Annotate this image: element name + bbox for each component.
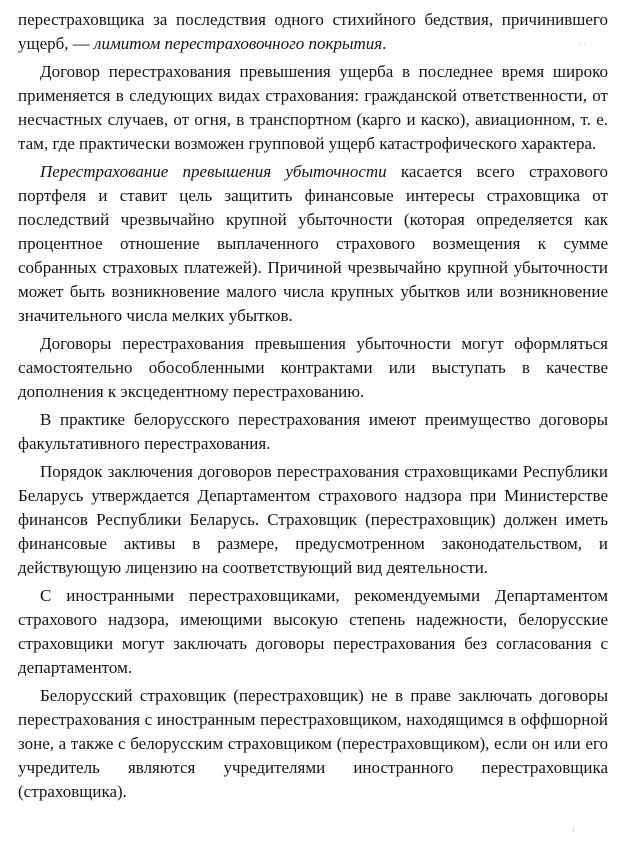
paragraph-4	[18, 332, 608, 404]
text-run: С иностранными перестраховщиками, рекомендуемыми Департаментом страхового надзора, имеющими высокую степень надежности, белорусские страховщики могут заключать договоры перестрахования без согласования с департаментом.	[18, 586, 608, 677]
text-run: Договоры перестрахования превышения убыточности могут оформляться самостоятельно обособленными контрактами или выступать в качестве дополнения к эксцедентному перестрахованию.	[18, 334, 608, 401]
paragraph-8	[18, 684, 608, 804]
text-run: .	[382, 34, 387, 53]
text-run: перестраховщика за последствия одного стихийного бедствия, причинившего ущерб, —	[18, 10, 608, 53]
text-run: Белорусский страховщик (перестраховщик) не в праве заключать договоры перестрахования с иностранным перестраховщиком, находящимся в оффшорной зоне, а также с белорусским страховщиком (перестраховщиком), если он или его учредитель являются учредителями иностранного перестраховщика (страховщика).	[18, 686, 608, 801]
scan-noise-mark: · ·	[578, 40, 587, 50]
text-run: В практике белорусского перестрахования имеют преимущество договоры факультативного перестрахования.	[18, 410, 608, 453]
paragraph-6	[18, 460, 608, 580]
paragraph-7	[18, 584, 608, 680]
scan-noise-mark: ⁝	[572, 826, 575, 836]
paragraph-2	[18, 60, 608, 156]
text-run: касается всего страхового портфеля и ставит цель защитить финансовые интересы страховщика от последствий чрезвычайно крупной убыточности (которая определяется как процентное отношение выплаченного страхового возмещения к сумме собранных страховых платежей). Причиной чрезвычайно крупной убыточности может быть возникновение малого числа крупных убытков или возникновение значительного числа мелких убытков.	[18, 162, 608, 325]
paragraph-1	[18, 8, 608, 56]
text-run: Порядок заключения договоров перестрахования страховщиками Республики Беларусь утверждается Департаментом страхового надзора при Министерстве финансов Республики Беларусь. Страховщик (перестраховщик) должен иметь финансовые активы в размере, предусмотренном законодательством, и действующую лицензию на соответствующий вид деятельности.	[18, 462, 608, 577]
italic-term-reinsurance-coverage-limit: лимитом перестраховочного покрытия	[94, 34, 383, 53]
paragraph-5	[18, 408, 608, 456]
italic-term-stop-loss-reinsurance: Перестрахование превышения убыточности	[40, 162, 387, 181]
paragraph-3	[18, 160, 608, 328]
document-page	[18, 8, 608, 808]
text-run: Договор перестрахования превышения ущерба в последнее время широко применяется в следующих видах страхования: гражданской ответственности, от несчастных случаев, от огня, в транспортном (карго и каско), авиационном, т. е. там, где практически возможен групповой ущерб катастрофического характера.	[18, 62, 608, 153]
